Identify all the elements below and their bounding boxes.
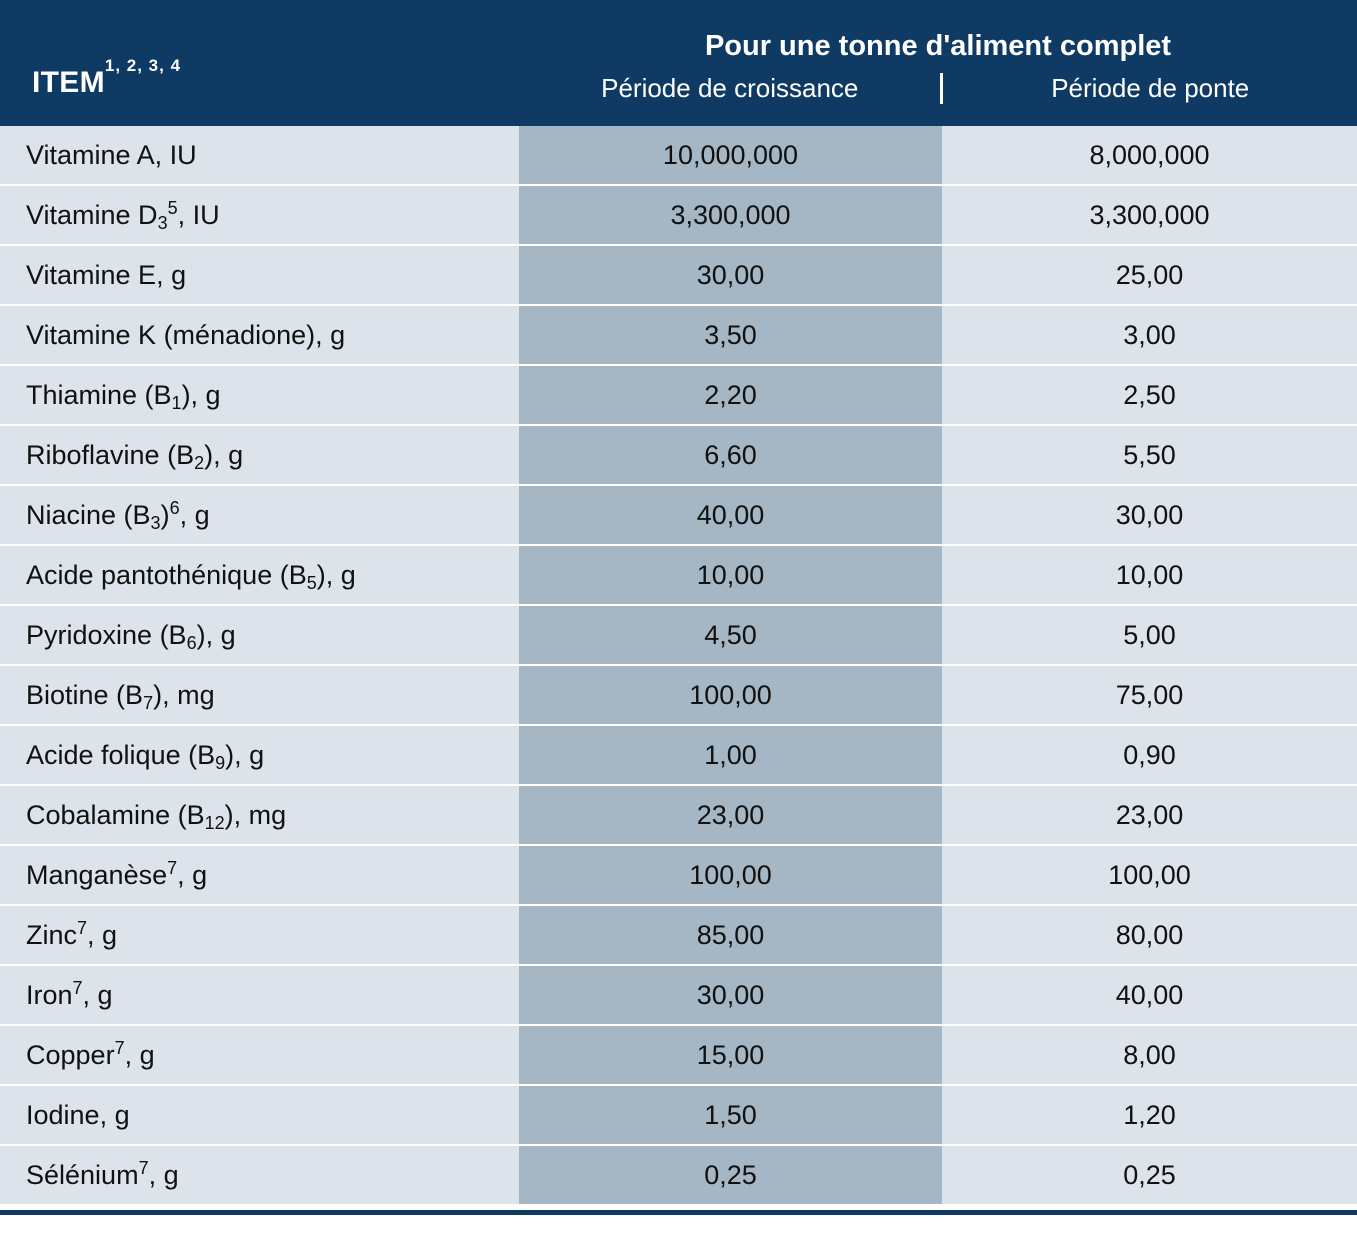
cell-item: Zinc$^7$, g bbox=[0, 905, 519, 965]
cell-item: Iodine, g bbox=[0, 1085, 519, 1145]
cell-growth-value: 4,50 bbox=[519, 605, 942, 665]
column-header-group bbox=[519, 0, 1357, 126]
table-row bbox=[0, 1025, 1357, 1085]
cell-growth-value: 100,00 bbox=[519, 665, 942, 725]
cell-growth-value: 1,50 bbox=[519, 1085, 942, 1145]
table-row bbox=[0, 725, 1357, 785]
cell-growth-value: 3,50 bbox=[519, 305, 942, 365]
table-row bbox=[0, 1085, 1357, 1145]
cell-lay-value: 23,00 bbox=[942, 785, 1357, 845]
table-row bbox=[0, 305, 1357, 365]
column-header-item-label bbox=[32, 56, 182, 100]
cell-lay-value: 0,90 bbox=[942, 725, 1357, 785]
cell-lay-value: 8,000,000 bbox=[942, 126, 1357, 185]
table-row bbox=[0, 1145, 1357, 1204]
cell-item: Sélénium$^7$, g bbox=[0, 1145, 519, 1204]
table-row bbox=[0, 185, 1357, 245]
cell-item: Biotine $(B_7)$, mg bbox=[0, 665, 519, 725]
cell-growth-value: 23,00 bbox=[519, 785, 942, 845]
cell-item: Copper$^7$, g bbox=[0, 1025, 519, 1085]
column-header-growth: Période de croissance bbox=[601, 73, 859, 103]
cell-growth-value: 100,00 bbox=[519, 845, 942, 905]
cell-item: Thiamine $(B_1)$, g bbox=[0, 365, 519, 425]
cell-item: Vitamine K (ménadione), g bbox=[0, 305, 519, 365]
column-header-item bbox=[0, 0, 519, 126]
table-row bbox=[0, 965, 1357, 1025]
table-header bbox=[0, 0, 1357, 126]
column-subheaders bbox=[519, 73, 1357, 104]
cell-lay-value: 3,00 bbox=[942, 305, 1357, 365]
cell-growth-value: 10,00 bbox=[519, 545, 942, 605]
cell-lay-value: 10,00 bbox=[942, 545, 1357, 605]
table-row bbox=[0, 425, 1357, 485]
cell-growth-value: 30,00 bbox=[519, 965, 942, 1025]
cell-lay-value: 8,00 bbox=[942, 1025, 1357, 1085]
cell-lay-value: 0,25 bbox=[942, 1145, 1357, 1204]
cell-lay-value: 40,00 bbox=[942, 965, 1357, 1025]
cell-growth-value: 10,000,000 bbox=[519, 126, 942, 185]
cell-growth-value: 2,20 bbox=[519, 365, 942, 425]
cell-item: Pyridoxine $(B_6)$, g bbox=[0, 605, 519, 665]
cell-growth-value: 85,00 bbox=[519, 905, 942, 965]
table-row bbox=[0, 785, 1357, 845]
cell-lay-value: 80,00 bbox=[942, 905, 1357, 965]
cell-item: Vitamine $D_3^5$, IU bbox=[0, 185, 519, 245]
cell-item: Niacine $(B_3)^6$, g bbox=[0, 485, 519, 545]
table-row bbox=[0, 545, 1357, 605]
table-row bbox=[0, 126, 1357, 185]
cell-item: Cobalamine $(B_{12})$, mg bbox=[0, 785, 519, 845]
cell-lay-value: 30,00 bbox=[942, 485, 1357, 545]
cell-lay-value: 2,50 bbox=[942, 365, 1357, 425]
cell-growth-value: 15,00 bbox=[519, 1025, 942, 1085]
cell-growth-value: 40,00 bbox=[519, 485, 942, 545]
bottom-rule bbox=[0, 1210, 1357, 1231]
table-row bbox=[0, 245, 1357, 305]
table-body bbox=[0, 126, 1357, 1204]
cell-item: Iron$^7$, g bbox=[0, 965, 519, 1025]
cell-growth-value: 30,00 bbox=[519, 245, 942, 305]
cell-item: Riboflavine $(B_2)$, g bbox=[0, 425, 519, 485]
cell-lay-value: 75,00 bbox=[942, 665, 1357, 725]
column-header-lay: Période de ponte bbox=[940, 73, 1357, 104]
cell-item: Vitamine A, IU bbox=[0, 126, 519, 185]
cell-lay-value: 5,00 bbox=[942, 605, 1357, 665]
cell-growth-value: 1,00 bbox=[519, 725, 942, 785]
cell-item: Vitamine E, g bbox=[0, 245, 519, 305]
cell-item: Acide pantothénique $(B_5)$, g bbox=[0, 545, 519, 605]
cell-lay-value: 25,00 bbox=[942, 245, 1357, 305]
cell-item: Acide folique $(B_9)$, g bbox=[0, 725, 519, 785]
table-row bbox=[0, 845, 1357, 905]
table-row bbox=[0, 665, 1357, 725]
table-row bbox=[0, 605, 1357, 665]
cell-item: Manganèse$^7$, g bbox=[0, 845, 519, 905]
cell-lay-value: 5,50 bbox=[942, 425, 1357, 485]
table-row bbox=[0, 365, 1357, 425]
cell-lay-value: 3,300,000 bbox=[942, 185, 1357, 245]
cell-growth-value: 3,300,000 bbox=[519, 185, 942, 245]
column-group-title: Pour une tonne d'aliment complet bbox=[704, 30, 1172, 62]
cell-growth-value: 6,60 bbox=[519, 425, 942, 485]
cell-lay-value: 100,00 bbox=[942, 845, 1357, 905]
table-row bbox=[0, 905, 1357, 965]
cell-growth-value: 0,25 bbox=[519, 1145, 942, 1204]
cell-lay-value: 1,20 bbox=[942, 1085, 1357, 1145]
table-row bbox=[0, 485, 1357, 545]
item-text: ITEM bbox=[32, 66, 105, 99]
item-footnote-markers: 1, 2, 3, 4 bbox=[104, 56, 182, 75]
